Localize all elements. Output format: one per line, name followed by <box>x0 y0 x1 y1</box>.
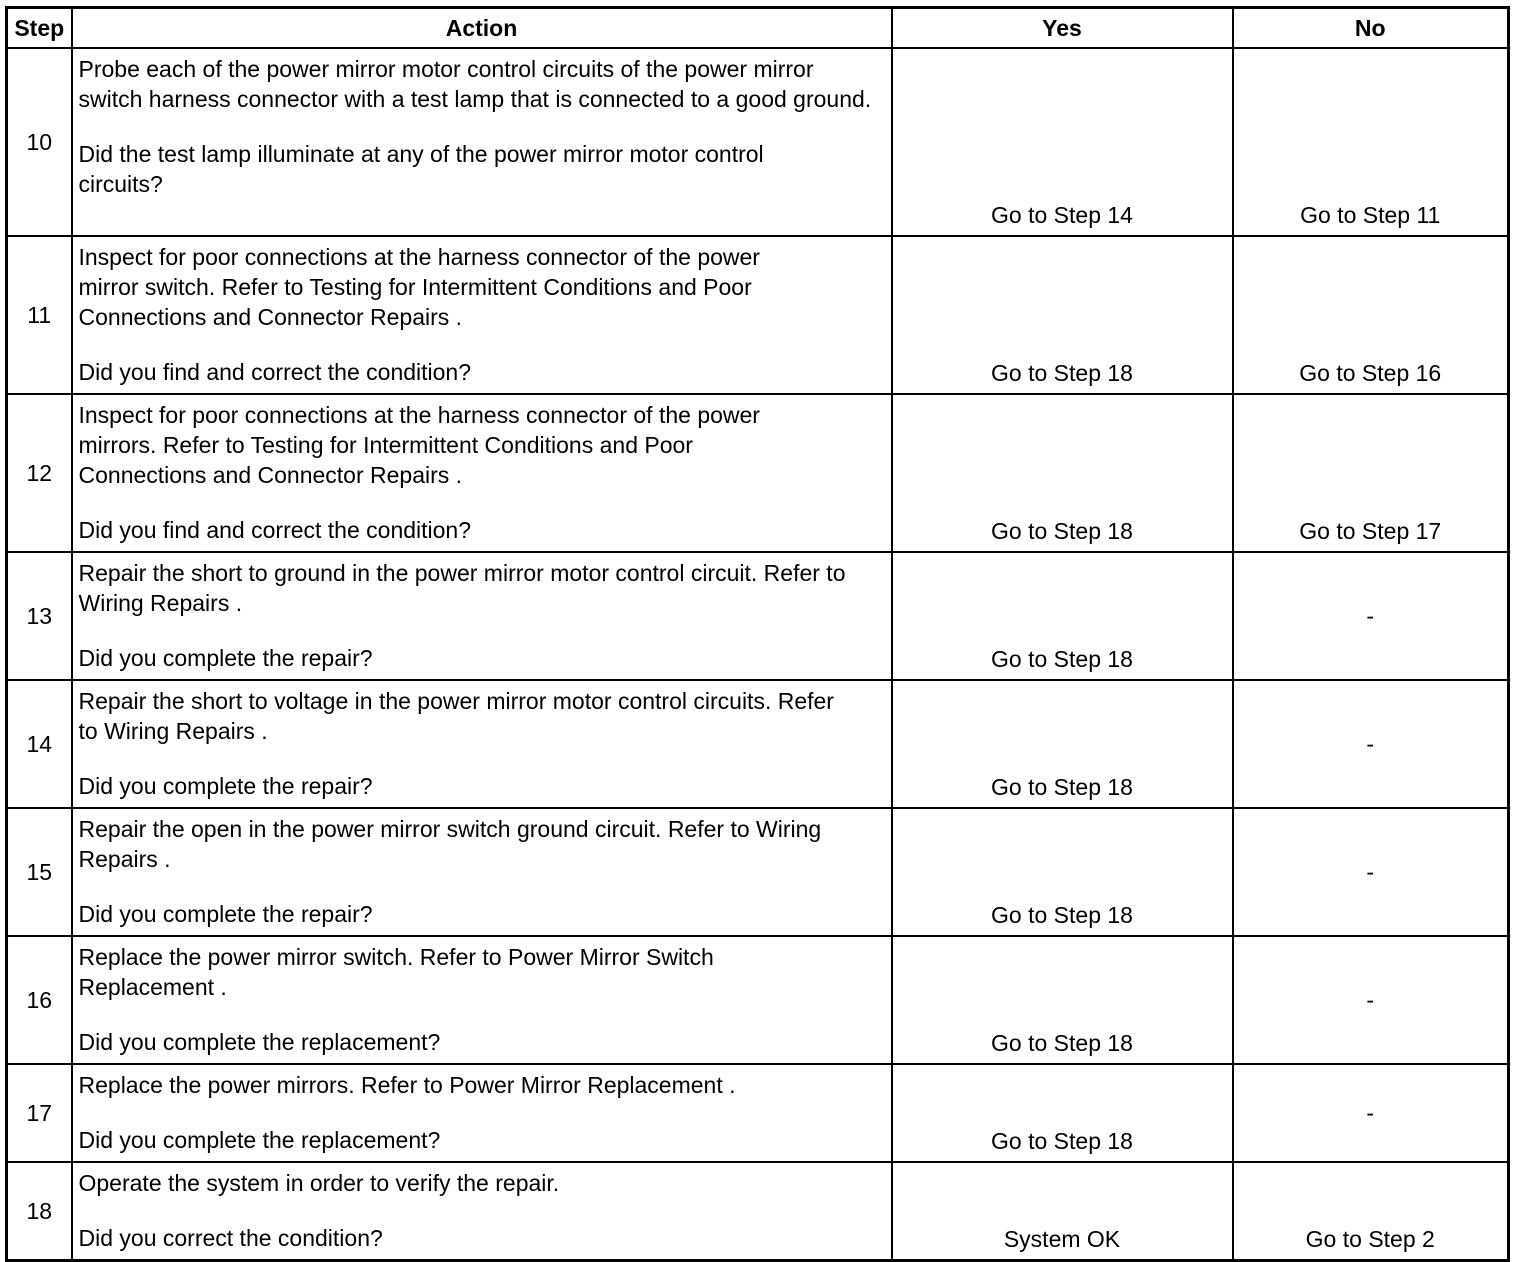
header-step: Step <box>7 8 72 49</box>
table-row <box>7 48 1509 236</box>
question-text: Did you correct the condition? <box>78 1225 383 1251</box>
step-number: 11 <box>7 236 72 394</box>
step-number: 13 <box>7 552 72 680</box>
question-text: Did you complete the repair? <box>78 901 373 927</box>
no-result: - <box>1233 1064 1509 1162</box>
table-row <box>7 1162 1509 1261</box>
action-text: Replace the power mirror switch. Refer to Power Mirror Switch Replacement . <box>78 944 714 1000</box>
yes-result: Go to Step 18 <box>892 1064 1233 1162</box>
action-cell <box>72 808 892 936</box>
header-yes: Yes <box>892 8 1233 49</box>
action-text: Repair the open in the power mirror switch ground circuit. Refer to Wiring Repairs . <box>78 816 822 872</box>
table-row <box>7 1064 1509 1162</box>
table-row <box>7 680 1509 808</box>
step-number: 12 <box>7 394 72 552</box>
action-cell <box>72 1064 892 1162</box>
no-result: - <box>1233 552 1509 680</box>
yes-result: Go to Step 14 <box>892 48 1233 236</box>
step-number: 17 <box>7 1064 72 1162</box>
table-row <box>7 236 1509 394</box>
no-result: Go to Step 17 <box>1233 394 1509 552</box>
question-text: Did you complete the repair? <box>78 773 373 799</box>
action-cell <box>72 236 892 394</box>
yes-result: Go to Step 18 <box>892 394 1233 552</box>
question-text: Did you find and correct the condition? <box>78 359 472 385</box>
yes-result: Go to Step 18 <box>892 236 1233 394</box>
yes-result: Go to Step 18 <box>892 808 1233 936</box>
header-action: Action <box>72 8 892 49</box>
yes-result: Go to Step 18 <box>892 552 1233 680</box>
action-cell <box>72 680 892 808</box>
header-row <box>7 8 1509 49</box>
action-text: Inspect for poor connections at the harness connector of the power mirror switch. Refer to Testing for Intermittent Conditions and Poor Connections and Connector Repairs . <box>78 244 760 330</box>
table-row <box>7 936 1509 1064</box>
yes-result: Go to Step 18 <box>892 936 1233 1064</box>
action-text: Probe each of the power mirror motor control circuits of the power mirror switch harness connector with a test lamp that is connected to a good ground. <box>78 56 872 112</box>
question-text: Did you complete the replacement? <box>78 1127 441 1153</box>
step-number: 18 <box>7 1162 72 1261</box>
no-result: Go to Step 2 <box>1233 1162 1509 1261</box>
header-no: No <box>1233 8 1509 49</box>
question-text: Did you complete the replacement? <box>78 1029 441 1055</box>
action-cell <box>72 1162 892 1261</box>
action-text: Repair the short to voltage in the power mirror motor control circuits. Refer to Wiring Repairs . <box>78 688 834 744</box>
action-text: Replace the power mirrors. Refer to Power Mirror Replacement . <box>78 1072 736 1098</box>
yes-result: System OK <box>892 1162 1233 1261</box>
question-text: Did the test lamp illuminate at any of the power mirror motor control circuits? <box>78 141 764 197</box>
action-text: Operate the system in order to verify the repair. <box>78 1170 560 1196</box>
table-row <box>7 808 1509 936</box>
no-result: Go to Step 16 <box>1233 236 1509 394</box>
action-cell <box>72 552 892 680</box>
action-cell <box>72 48 892 236</box>
step-number: 16 <box>7 936 72 1064</box>
no-result: Go to Step 11 <box>1233 48 1509 236</box>
action-text: Repair the short to ground in the power mirror motor control circuit. Refer to Wiring Repairs . <box>78 560 846 616</box>
yes-result: Go to Step 18 <box>892 680 1233 808</box>
action-cell <box>72 936 892 1064</box>
diagnostic-step-table <box>5 6 1510 1262</box>
no-result: - <box>1233 936 1509 1064</box>
table-row <box>7 394 1509 552</box>
no-result: - <box>1233 680 1509 808</box>
step-number: 14 <box>7 680 72 808</box>
question-text: Did you find and correct the condition? <box>78 517 472 543</box>
action-cell <box>72 394 892 552</box>
question-text: Did you complete the repair? <box>78 645 373 671</box>
step-number: 10 <box>7 48 72 236</box>
step-number: 15 <box>7 808 72 936</box>
table-row <box>7 552 1509 680</box>
action-text: Inspect for poor connections at the harness connector of the power mirrors. Refer to Testing for Intermittent Conditions and Poor Connections and Connector Repairs . <box>78 402 760 488</box>
no-result: - <box>1233 808 1509 936</box>
